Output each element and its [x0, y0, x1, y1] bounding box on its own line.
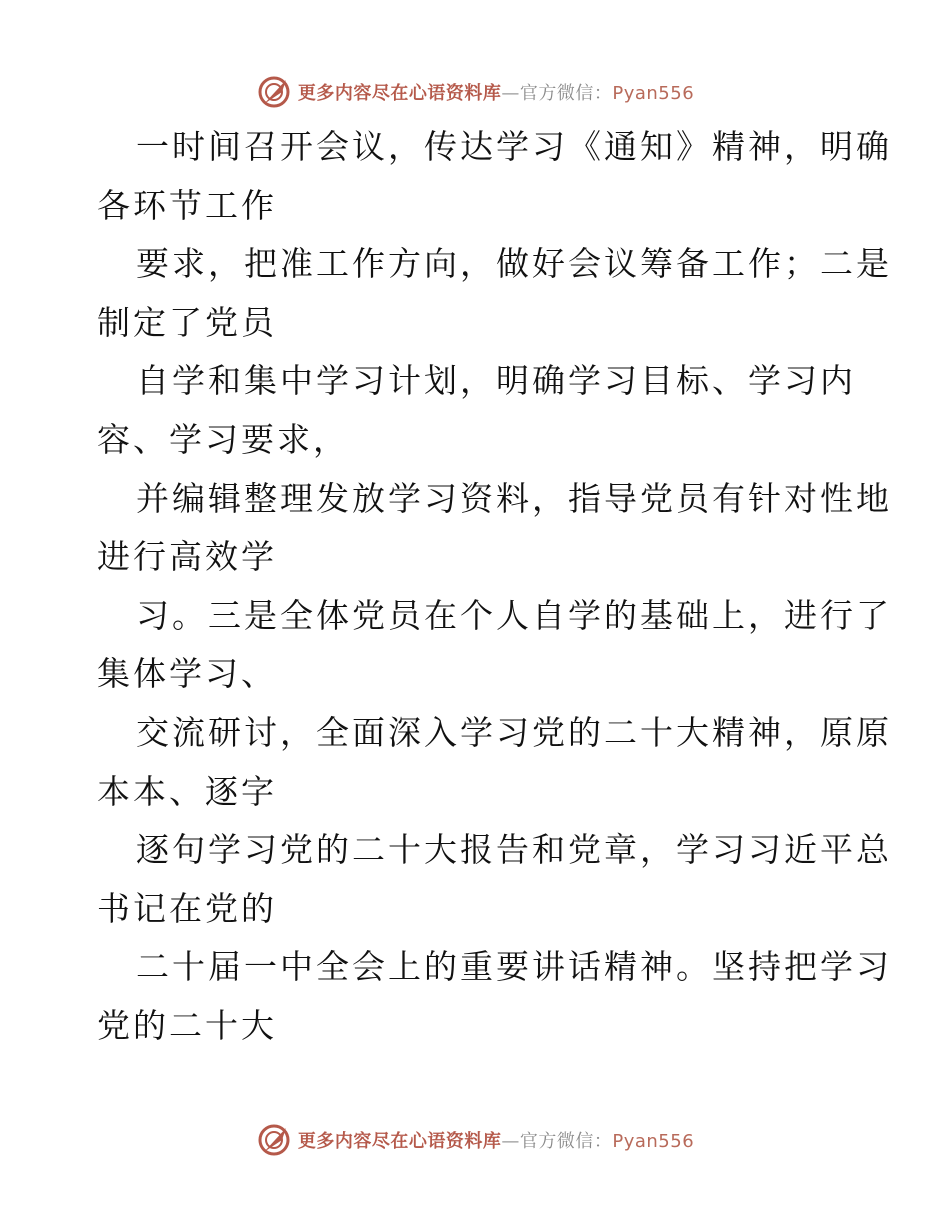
body-line: 要求，把准工作方向，做好会议筹备工作；二是	[136, 244, 892, 284]
quill-logo-icon	[256, 74, 292, 110]
footer-banner-wechat-label: 官方微信：	[519, 1131, 613, 1152]
body-line: 逐句学习党的二十大报告和党章，学习习近平总	[136, 830, 892, 870]
document-body	[97, 118, 892, 1056]
body-line: 习。三是全体党员在个人自学的基础上，进行了	[136, 595, 892, 635]
header-banner-wechat-label: 官方微信：	[519, 83, 613, 104]
body-line: 书记在党的	[97, 888, 277, 928]
body-line: 交流研讨，全面深入学习党的二十大精神，原原	[136, 712, 892, 752]
header-banner-title: 更多内容尽在心语资料库	[297, 83, 502, 104]
body-line: 并编辑整理发放学习资料，指导党员有针对性地	[136, 478, 892, 518]
quill-logo-icon	[256, 1122, 292, 1158]
header-banner-wechat-id: Pyan556	[612, 83, 695, 104]
body-line: 自学和集中学习计划，明确学习目标、学习内	[136, 361, 856, 401]
header-banner	[0, 72, 950, 112]
footer-banner-dash: —	[501, 1131, 520, 1152]
body-line: 本本、逐字	[97, 771, 277, 811]
body-line: 二十届一中全会上的重要讲话精神。坚持把学习	[136, 947, 892, 987]
body-line: 进行高效学	[97, 537, 277, 577]
header-banner-dash: —	[501, 83, 520, 104]
body-line: 制定了党员	[97, 302, 277, 342]
footer-banner-title: 更多内容尽在心语资料库	[297, 1131, 502, 1152]
body-line: 党的二十大	[97, 1005, 277, 1045]
header-banner-text	[298, 79, 694, 105]
footer-banner-text	[298, 1127, 694, 1153]
body-line: 一时间召开会议，传达学习《通知》精神，明确	[136, 127, 892, 166]
body-line: 集体学习、	[97, 654, 277, 694]
body-line: 各环节工作	[97, 185, 277, 225]
footer-banner-wechat-id: Pyan556	[612, 1131, 695, 1152]
body-line: 容、学习要求，	[97, 419, 349, 459]
footer-banner	[0, 1120, 950, 1160]
